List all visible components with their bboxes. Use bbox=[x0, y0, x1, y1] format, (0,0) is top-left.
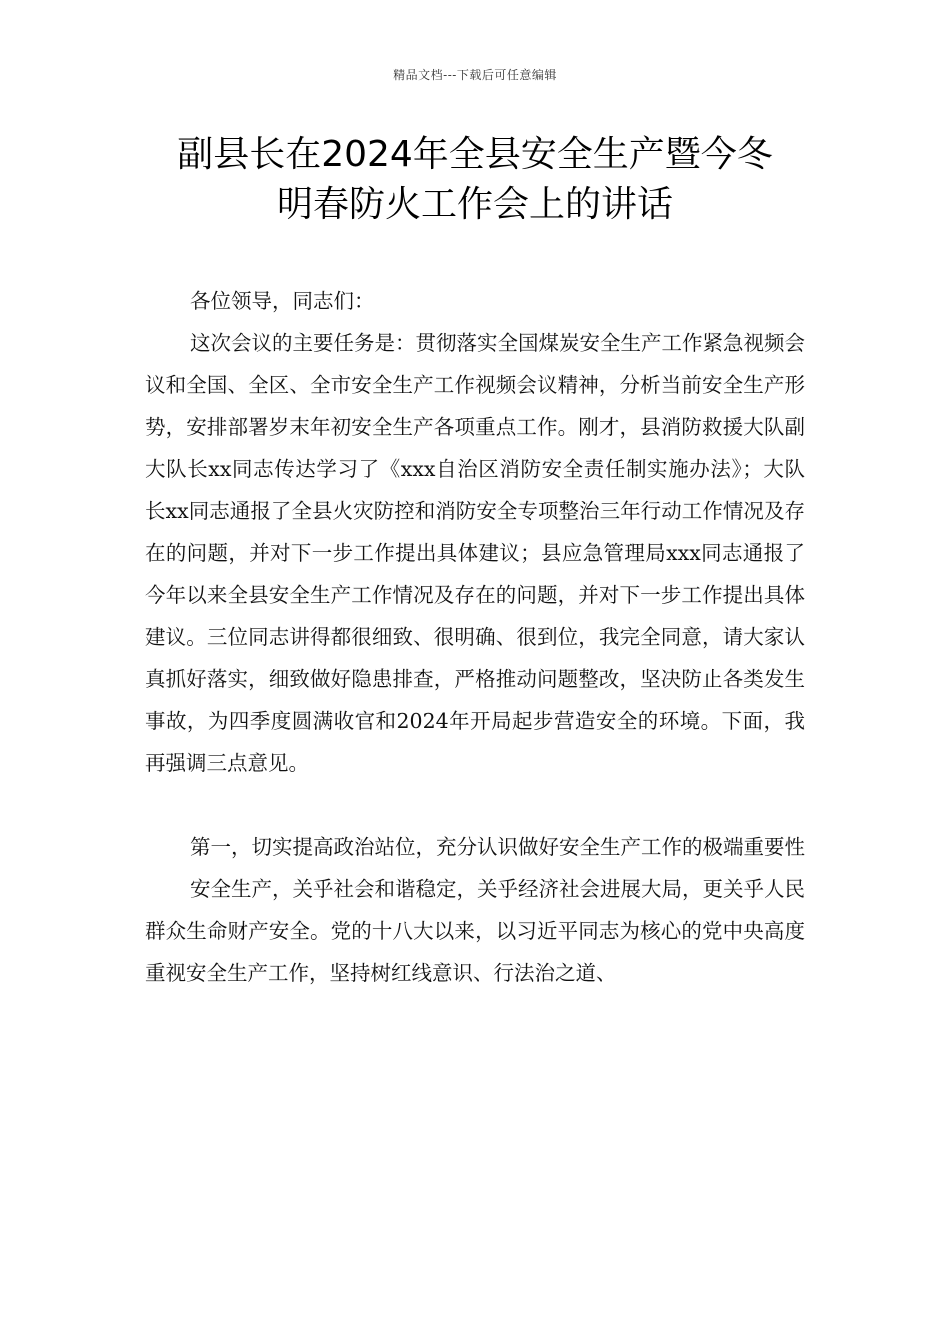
title-line-2: 明春防火工作会上的讲话 bbox=[276, 184, 673, 225]
title-line-1: 副县长在2024年全县安全生产暨今冬 bbox=[177, 134, 773, 175]
paragraph-intro: 这次会议的主要任务是：贯彻落实全国煤炭安全生产工作紧急视频会议和全国、全区、全市安全生产工作视频会议精神，分析当前安全生产形势，安排部署岁末年初安全生产各项重点工作。刚才，县消防救援大队副大队长xx同志传达学习了《xxx自治区消防安全责任制实施办法》；大队长xx同志通报了全县火灾防控和消防安全专项整治三年行动工作情况及存在的问题，并对下一步工作提出具体建议；县应急管理局xxx同志通报了今年以来全县安全生产工作情况及存在的问题，并对下一步工作提出具体建议。三位同志讲得都很细致、很明确、很到位，我完全同意，请大家认真抓好落实，细致做好隐患排查，严格推动问题整改，坚决防止各类发生事故，为四季度圆满收官和2024年开局起步营造安全的环境。下面，我再强调三点意见。 bbox=[145, 331, 805, 775]
paragraph-section-1: 安全生产，关乎社会和谐稳定，关乎经济社会进展大局，更关乎人民群众生命财产安全。党的十八大以来，以习近平同志为核心的党中央高度重视安全生产工作，坚持树红线意识、行法治之道、 bbox=[145, 877, 805, 985]
document-title bbox=[80, 130, 870, 230]
salutation: 各位领导，同志们： bbox=[190, 289, 375, 313]
header-note: 精品文档---下载后可任意编辑 bbox=[393, 68, 557, 82]
document-body bbox=[145, 280, 805, 994]
section-heading-1: 第一，切实提高政治站位，充分认识做好安全生产工作的极端重要性 bbox=[190, 835, 805, 859]
